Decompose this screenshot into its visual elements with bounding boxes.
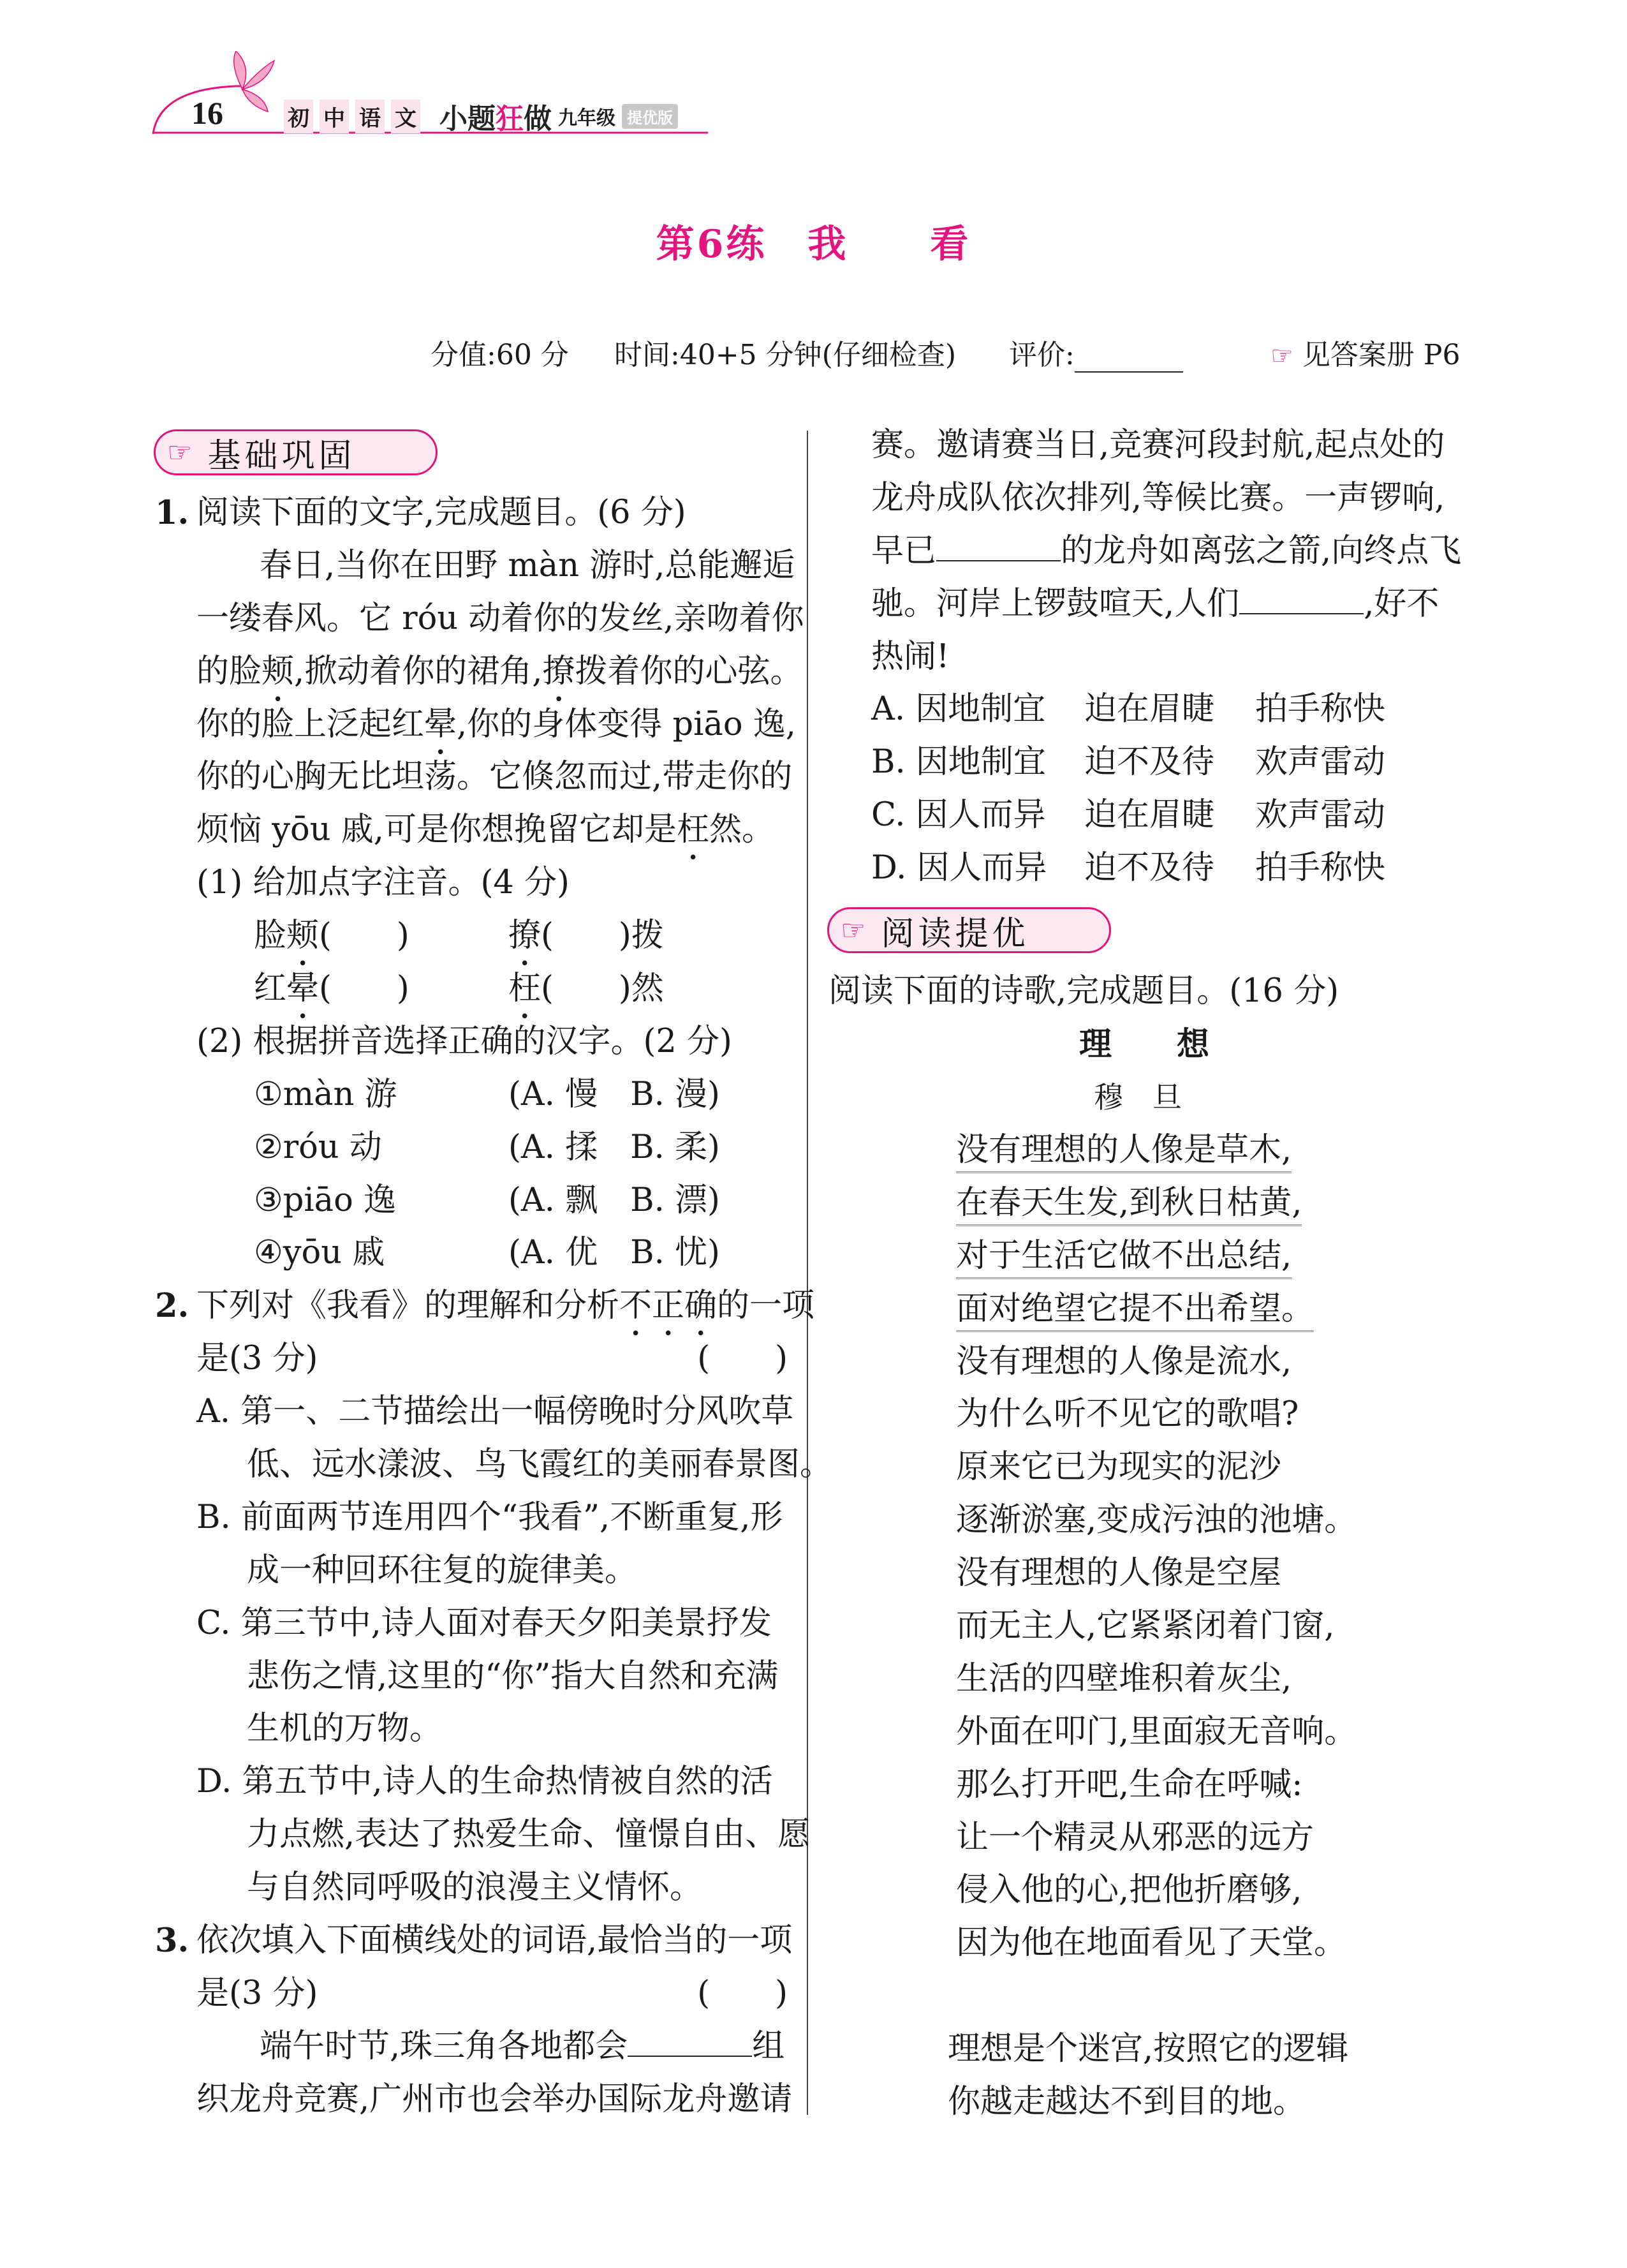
left-column	[155, 487, 833, 2126]
text-segment: ( )拨	[541, 917, 664, 955]
poem-line	[956, 1917, 1357, 1970]
question-number: 2.	[155, 1287, 189, 1326]
poem-line-text: 逐渐淤塞,变成污浊的池塘。	[956, 1501, 1357, 1539]
option-cell: 欢声雷动	[1255, 743, 1386, 781]
question-number: 3.	[155, 1922, 189, 1960]
text-line	[155, 751, 793, 804]
pointing-hand-icon: ☞	[841, 914, 866, 947]
text-segment: B. 前面两节连用四个“我看”,不断重复,形	[196, 1498, 783, 1536]
column-divider	[807, 431, 808, 2115]
text-segment: (A. 揉 B. 柔)	[508, 1128, 720, 1166]
text-segment: 脸	[254, 917, 287, 955]
line-text	[247, 1703, 442, 1756]
poem-line	[956, 1336, 1357, 1389]
poem-line-text: 没有理想的人像是流水,	[956, 1342, 1292, 1381]
flower-icon	[234, 51, 274, 112]
line-text	[196, 1386, 793, 1439]
emphasized-char: 晕	[424, 705, 457, 743]
poem-line	[956, 1864, 1357, 1917]
item-right	[508, 1175, 720, 1227]
option-cell: B. 因地制宜	[871, 743, 1046, 781]
item-left	[254, 1122, 382, 1175]
poem-line-text: 对于生活它做不出总结,	[956, 1237, 1292, 1279]
poem-line	[956, 1547, 1357, 1600]
logo-char: 文	[391, 100, 420, 133]
question-line	[155, 1915, 793, 1968]
text-line	[155, 593, 804, 646]
text-segment: 红	[254, 970, 287, 1008]
time-label: 时间:40+5 分钟(仔细检查)	[614, 339, 956, 371]
poem-line-text: 面对绝望它提不出希望。	[956, 1290, 1314, 1332]
question-number: 1.	[155, 494, 189, 532]
text-segment: ( )然	[541, 970, 664, 1008]
text-segment: 下列对《我看》的理解和分析	[196, 1287, 620, 1325]
text-segment: ,掀动着你的裙角,	[294, 652, 543, 690]
poem-line-text: 原来它已为现实的泥沙	[956, 1448, 1282, 1486]
item-right	[508, 1227, 720, 1280]
text-line	[155, 540, 795, 593]
text-segment: ②róu 动	[254, 1128, 382, 1166]
poem-line-text: 为什么听不见它的歌唱?	[956, 1395, 1299, 1434]
line-text	[196, 1597, 772, 1650]
text-segment: 力点燃,表达了热爱生命、憧憬自由、愿	[247, 1816, 811, 1854]
text-line	[155, 2020, 788, 2073]
option-cell: 欢声雷动	[1255, 796, 1386, 834]
line-text	[260, 540, 795, 593]
text-segment: (2) 根据拼音选择正确的汉字。(2 分)	[196, 1022, 732, 1060]
line-text	[196, 487, 686, 540]
line-text	[196, 1333, 318, 1386]
text-line	[155, 1545, 788, 1597]
fill-in-blank[interactable]	[628, 2022, 752, 2057]
poem-line: 理想是个迷宫,按照它的逻辑	[948, 2030, 1349, 2068]
section-title: 基础巩固	[207, 436, 356, 475]
poem-title-text: 理 想	[1079, 1025, 1209, 1064]
option-cell: A. 因地制宜	[871, 690, 1046, 728]
emphasized-char: 颊	[286, 917, 320, 955]
edition-badge: 提优版	[622, 104, 678, 129]
option-cell: D. 因人而异	[871, 849, 1047, 887]
text-segment: (A. 慢 B. 漫)	[508, 1075, 720, 1113]
emphasized-char: 晕	[286, 970, 320, 1008]
poem-line-text: 没有理想的人像是草木,	[956, 1131, 1292, 1173]
text-line	[155, 963, 788, 1016]
answer-reference	[1270, 332, 1460, 373]
text-line	[155, 1968, 788, 2020]
text-line	[155, 1439, 833, 1492]
poem-line	[956, 1124, 1357, 1177]
answer-reference-text: 见答案册 P6	[1302, 339, 1461, 371]
passage-line	[871, 631, 1464, 684]
text-segment: 组	[752, 2027, 785, 2065]
poem-line	[956, 1388, 1357, 1441]
grade-label: 九年级	[558, 107, 615, 130]
text-segment: 依次填入下面横线处的词语,最恰当的一项	[196, 1922, 793, 1960]
poem-line	[956, 1441, 1357, 1494]
text-segment: ( )	[319, 970, 409, 1008]
text-line	[155, 1386, 794, 1439]
passage-line	[871, 578, 1464, 631]
emphasized-char: 颊	[261, 652, 295, 690]
brand-name	[439, 96, 552, 137]
poem-line-text: 侵入他的心,把他折磨够,	[956, 1871, 1302, 1909]
option-row	[871, 736, 1464, 789]
text-segment: 端午时节,珠三角各地都会	[260, 2027, 628, 2065]
poem-line: 你越走越达不到目的地。	[948, 2082, 1306, 2121]
text-segment: 热闹!	[871, 637, 950, 676]
poem-author-text: 穆 旦	[1094, 1080, 1182, 1115]
poem-line-text: 外面在叩门,里面寂无音响。	[956, 1712, 1357, 1751]
text-segment: (A. 飘 B. 漂)	[508, 1181, 720, 1219]
item-left	[254, 1227, 385, 1280]
instruction-text: 阅读下面的诗歌,完成题目。(16 分)	[828, 972, 1339, 1010]
page-number: 16	[191, 95, 223, 131]
poem-line	[956, 1706, 1357, 1759]
option-cell: 拍手称快	[1255, 690, 1386, 728]
text-segment: A. 第一、二节描绘出一幅傍晚时分风吹草	[196, 1393, 794, 1431]
evaluation-label: 评价:	[1009, 339, 1075, 371]
text-line	[155, 699, 796, 752]
text-segment: D. 第五节中,诗人的生命热情被自然的活	[196, 1763, 773, 1801]
text-line	[155, 1809, 811, 1862]
text-segment: ,好不	[1364, 584, 1439, 623]
option-row	[871, 842, 1464, 895]
text-line	[155, 1227, 788, 1280]
poem-line	[956, 1494, 1357, 1547]
text-segment: C. 第三节中,诗人面对春天夕阳美景抒发	[196, 1604, 772, 1642]
poem-line	[956, 1600, 1357, 1653]
emphasized-char: 撩	[542, 652, 575, 690]
text-segment: 一缕春风。它 róu 动着你的发丝,亲吻着你	[196, 599, 804, 637]
brand-part: 做	[524, 103, 552, 135]
text-segment: 的龙舟如离弦之箭,向终点飞	[1061, 531, 1462, 570]
option-row	[871, 683, 1464, 736]
text-line	[155, 1756, 788, 1809]
emphasized-char: 枉	[508, 970, 541, 1008]
text-segment: 与自然同呼吸的浪漫主义情怀。	[247, 1869, 703, 1907]
text-segment: 的脸	[196, 652, 262, 690]
text-line	[155, 910, 788, 963]
page-title: 第6练 我 看	[656, 222, 971, 267]
item-left	[254, 1175, 396, 1227]
option-cell: 迫在眉睫	[1084, 690, 1215, 728]
poem-line-text: 让一个精灵从邪恶的远方	[956, 1818, 1314, 1857]
text-segment: 拨着你的心弦。	[575, 652, 803, 690]
text-segment: ①màn 游	[254, 1075, 397, 1113]
line-text	[247, 1439, 832, 1492]
line-text	[196, 1915, 792, 1968]
text-segment: ,你的身体变得 piāo 逸,	[457, 705, 796, 743]
text-line	[155, 1597, 788, 1650]
text-segment: 织龙舟竞赛,广州市也会举办国际龙舟邀请	[196, 2080, 793, 2118]
line-text	[196, 1968, 318, 2020]
emphasized-char: 枉	[677, 811, 710, 849]
line-text	[260, 2020, 784, 2073]
section-banner-reading	[827, 907, 1111, 953]
question-3-options	[871, 683, 1464, 895]
score-label: 分值:60 分	[431, 339, 569, 371]
answer-parentheses[interactable]: ( )	[697, 1974, 788, 2012]
option-cell: C. 因人而异	[871, 796, 1046, 834]
text-segment: 生机的万物。	[247, 1710, 443, 1748]
text-segment: ③piāo 逸	[254, 1181, 397, 1219]
emphasized-char: 撩	[508, 917, 541, 955]
reading-instruction	[828, 965, 1339, 1018]
text-line	[155, 1862, 788, 1915]
text-segment: 成一种回环往复的旋律美。	[247, 1551, 638, 1589]
poem-line-text: 而无主人,它紧紧闭着门窗,	[956, 1607, 1335, 1645]
passage-line	[871, 419, 1464, 472]
line-text	[247, 1809, 810, 1862]
passage-line	[871, 525, 1464, 578]
line-text	[196, 593, 804, 646]
option-cell: 拍手称快	[1255, 849, 1386, 887]
line-text	[247, 1545, 637, 1597]
text-segment: 低、远水漾波、鸟飞霞红的美丽春景图。	[247, 1446, 833, 1484]
option-row	[871, 789, 1464, 842]
text-line	[155, 804, 788, 857]
poem-body-continued	[948, 2023, 1348, 2129]
line-text	[196, 1756, 773, 1809]
text-segment: 赛。邀请赛当日,竞赛河段封航,起点处的	[871, 426, 1445, 464]
text-line	[155, 646, 803, 699]
pointing-hand-icon: ☞	[1270, 341, 1293, 371]
text-segment: 龙舟成队依次排列,等候比赛。一声锣响,	[871, 478, 1445, 517]
poem-line-text: 那么打开吧,生命在呼喊:	[956, 1765, 1303, 1804]
text-line	[155, 857, 788, 910]
option-cell: 迫不及待	[1084, 849, 1215, 887]
question-line	[155, 1280, 815, 1333]
text-line	[155, 1333, 788, 1386]
evaluation-blank	[1075, 346, 1183, 373]
poem-title	[0, 1018, 1627, 1071]
pointing-hand-icon: ☞	[167, 436, 193, 469]
book-logo	[284, 96, 678, 137]
text-segment: ④yōu 戚	[254, 1234, 385, 1272]
text-line	[155, 1175, 788, 1227]
text-line	[155, 1492, 788, 1545]
text-segment: 驰。河岸上锣鼓喧天,人们	[871, 584, 1240, 623]
passage-line	[871, 472, 1464, 525]
line-text	[247, 1650, 778, 1703]
brand-part: 狂	[496, 103, 524, 135]
poem-author	[0, 1071, 1627, 1124]
question-line	[155, 487, 788, 540]
text-segment: 你的脸上泛起红	[196, 705, 425, 743]
text-line	[155, 1122, 788, 1175]
text-segment: 烦恼 yōu 戚,可是你想挽留它却是	[196, 811, 677, 849]
text-segment: (1) 给加点字注音。(4 分)	[196, 864, 570, 902]
line-text	[196, 857, 570, 910]
text-segment: 悲伤之情,这里的“你”指大自然和充满	[247, 1657, 779, 1695]
text-segment: 的一项	[717, 1287, 815, 1325]
text-segment: ( )	[319, 917, 409, 955]
logo-char: 中	[320, 100, 349, 133]
poem-line	[956, 1759, 1357, 1812]
poem-line	[956, 1812, 1357, 1865]
text-segment: 早已	[871, 531, 937, 570]
fill-in-blank[interactable]	[936, 527, 1061, 561]
poem-line-text: 在春天生发,到秋日枯黄,	[956, 1184, 1302, 1226]
evaluation-field	[1009, 332, 1183, 373]
brand-part: 小题	[439, 103, 496, 135]
section-banner-basic	[154, 429, 438, 475]
answer-parentheses[interactable]: ( )	[697, 1340, 788, 1378]
poem-line-text: 因为他在地面看见了天堂。	[956, 1924, 1347, 1962]
text-segment: 是(3 分)	[196, 1340, 318, 1378]
poem-line-text: 生活的四壁堆积着灰尘,	[956, 1659, 1292, 1698]
fill-in-blank[interactable]	[1239, 580, 1364, 614]
text-segment: (A. 优 B. 忧)	[508, 1234, 720, 1272]
item-right	[508, 1122, 720, 1175]
poem-body	[956, 1124, 1357, 1970]
poem-line	[956, 1177, 1357, 1230]
line-text	[196, 751, 792, 804]
option-cell: 迫在眉睫	[1084, 796, 1215, 834]
logo-char: 初	[284, 100, 313, 133]
poem-line	[956, 1653, 1357, 1706]
poem-line	[956, 1283, 1357, 1336]
text-segment: 是(3 分)	[196, 1974, 318, 2012]
text-line	[155, 2073, 793, 2126]
text-segment: 春日,当你在田野 màn 游时,总能邂逅	[260, 546, 795, 584]
line-text	[247, 1862, 702, 1915]
option-cell: 迫不及待	[1084, 743, 1215, 781]
line-text	[196, 1492, 783, 1545]
text-line	[155, 1650, 788, 1703]
section-title: 阅读提优	[881, 914, 1029, 953]
logo-char: 语	[355, 100, 385, 133]
text-segment: 然。	[709, 811, 775, 849]
poem-line-text: 没有理想的人像是空屋	[956, 1554, 1282, 1592]
text-line	[155, 1703, 788, 1756]
emphasized-char: 不正确	[619, 1287, 718, 1325]
poem-line	[956, 1230, 1357, 1283]
line-text	[196, 2073, 792, 2126]
text-segment: 你的心胸无比坦荡。它倏忽而过,带走你的	[196, 758, 793, 796]
text-segment: 阅读下面的文字,完成题目。(6 分)	[196, 494, 686, 531]
passage-continued	[871, 419, 1464, 683]
